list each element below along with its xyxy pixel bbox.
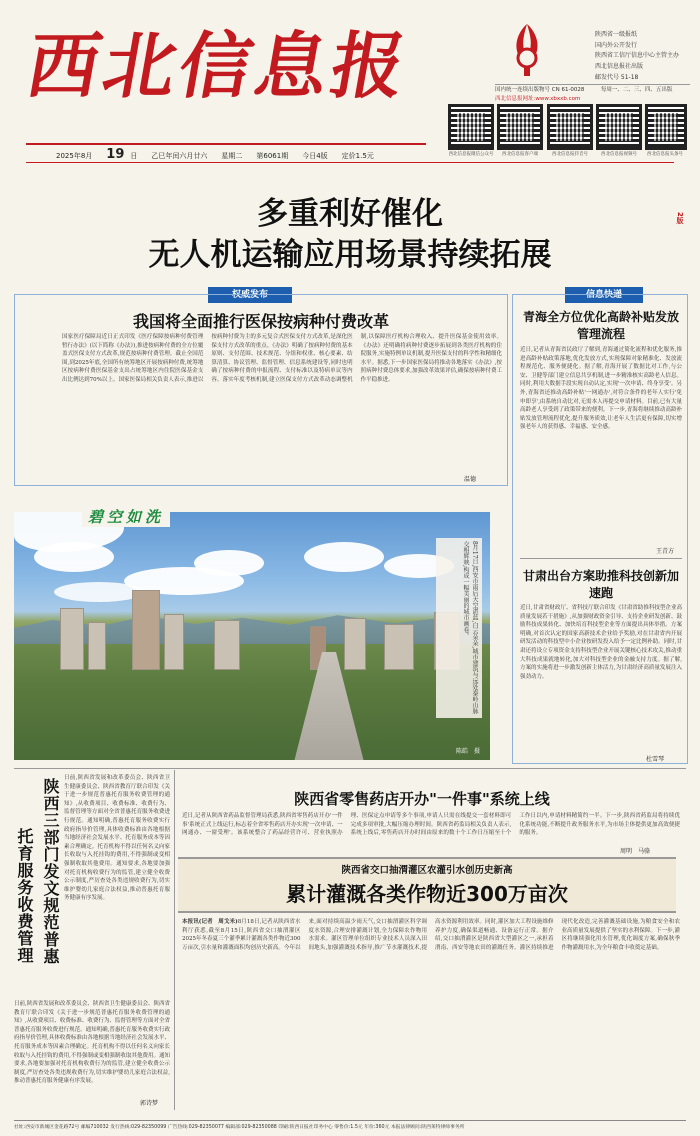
article-body-gansu: 近日,甘肃省财政厅、省科技厅联合印发《甘肃省助推科技型企业高质量发展若干措施》,从加强财政资金引导、支持企业研发创新、鼓励科技成果转化、加快培育科技型企业等方面提出具体举措。方案明确,对首次认定的国家高新技术企业给予奖励,对在甘肃省内开展研发活动的科技型中小企业按研发投入给予一定比例补助。同时,甘肃还将设立专项资金支持科技型企业开展关键核心技术攻关,推动重大科技成果就地转化,加大对科技型企业的金融支持力度。据了解,方案的实施将进一步激发创新主体活力,为甘肃经济高质量发展注入强劲动力。 [520, 605, 682, 680]
article-body-qinghai: 近日,记者从青海省民政厅了解到,青海通过简化流程和优化服务,推进高龄补贴政策落地,优化发放方式,实现保障对象精准化、发放流程规范化、服务便捷化。据了解,青海开展了数据比对工作,与公安、卫健等部门建立信息共享机制,进一步精准核实高龄老人信息。同时,利用大数据手段实现自动认定,实现'一次申请、终身享受'。另外,青海省还推动高龄补贴'一网通办',对符合条件的老年人实行'免申即享',由系统自动比对,无需本人再提交申请材料。目前,已有大量高龄老人享受到了政策带来的便利。下一步,青海将继续推动高龄补贴发放管理流程优化,提升服务质效,让老年人生活更有保障,切实增强老年人的获得感、幸福感、安全感。 [520, 347, 682, 431]
main-headline-line2[interactable]: 无人机运输应用场景持续拓展 [148, 237, 552, 273]
weekday: 星期二 [221, 152, 243, 160]
dateline-rule [26, 143, 426, 145]
qr-caption: 西北信息报视频号 [601, 152, 637, 157]
qr-code-icon[interactable] [596, 104, 642, 150]
qr-code-icon[interactable] [448, 104, 494, 150]
article-author-pharmacy: 周明 马骆 [620, 848, 651, 855]
qr-caption: 西北信息报抖音号 [552, 152, 588, 157]
lunar-date: 乙巳年闰六月廿六 [151, 152, 208, 160]
article-body-irrigation [182, 918, 680, 1112]
article-author-qinghai: 王青方 [656, 548, 675, 555]
info-line: 陕西省工信厅信息中心主管主办 [595, 52, 680, 59]
date-year-month: 2025年8月 [56, 152, 93, 160]
issn-bar: 国内统一连续出版物号 CN 61-0028 每周一、二、三、四、五出版 [495, 84, 690, 95]
divider [14, 768, 686, 769]
article-title-gansu[interactable]: 甘肃出台方案助推科技创新加速跑 [522, 569, 679, 600]
dateline [56, 147, 374, 162]
article-author-gansu: 杜雪琴 [646, 756, 665, 763]
article-author-trust: 郭诗梦 [140, 1100, 159, 1107]
qr-code-icon[interactable] [497, 104, 543, 150]
qr-code-icon[interactable] [547, 104, 593, 150]
masthead-title: 西北信息报 [20, 23, 416, 108]
article-title-qinghai[interactable]: 青海全方位优化高龄补贴发放管理流程 [522, 310, 679, 341]
section-tag-express: 信息快递 [565, 287, 643, 303]
article-body-pharmacy: 近日,记者从陕西省药品监督管理局获悉,陕西省零售药店开办'一件事'系统正式上线运行,标志着全省零售药店开办实现'一次申请、一网通办、一窗受理'。该系统整合了药品经营许可、营业执照办理、医保定点申请等多个事项,申请人只需在线提交一套材料即可完成多项审批,大幅压缩办理时间。陕西省药监局相关负责人表示,系统上线后,零售药店开办时间由原来的数十个工作日压缩至十个工作日以内,申请材料精简约一半。下一步,陕西省药监局将持续优化系统功能,不断提升政务服务水平,为市场主体提供更加高效便捷的服务。 [182, 813, 680, 837]
article-title-irrigation[interactable]: 累计灌溉各类作物近300万亩次 [286, 882, 568, 906]
article-author-medicare: 温德 [464, 476, 477, 483]
article-title-trust-2[interactable]: 托育服务收费管理 [15, 828, 34, 964]
article-kicker-irrigation: 陕西省交口抽渭灌区农灌引水创历史新高 [341, 865, 513, 876]
divider [174, 770, 175, 1110]
date-day-suffix: 日 [130, 152, 138, 160]
irrigation-text: 8月18日,记者从陕西省水利厅获悉,截至8月15日,陕西省交口抽渭灌区2025年冬春夏三个灌季累计灌溉各类作物近300万亩次,引水量和灌溉面积均创历史新高。今年以来,面对持续高温少雨天气,交口抽渭灌区科学调度水资源,合理安排灌溉计划,全力保障农作物用水需求。灌区管理单位组织专业技术人员深入田间地头,加强灌溉技术指导,推广节水灌溉技术,提高水资源利用效率。同时,灌区加大工程设施维修养护力度,确保渠道畅通、设备运行正常。据介绍,交口抽渭灌区是陕西省大型灌区之一,承担着渭南、西安等地农田的灌溉任务。灌区持续推进现代化改造,完善灌溉基础设施,为粮食安全和农业高质量发展提供了坚实的水利保障。下一步,灌区将继续强化用水管理,优化调度方案,确保秋季作物灌溉用水,为全年粮食丰收奠定基础。 [182, 919, 680, 951]
article-title-pharmacy[interactable]: 陕西省零售药店开办"一件事"系统上线 [294, 790, 550, 808]
date-day: 19 [106, 147, 125, 162]
qr-code-icon[interactable] [645, 104, 687, 150]
newspaper-logo-icon [508, 20, 546, 78]
irrigation-byline: 本报讯(记者 周戈米) [182, 919, 238, 925]
article-title-trust-1[interactable]: 陕西三部门发文规范普惠 [41, 778, 60, 965]
info-line: 国内外公开发行 [595, 41, 638, 49]
feature-photo [14, 512, 490, 760]
page-footer: 社址:西安市新城区金花路72号 邮编710032 发行热线:029-82350099 广告热线:029-82350077 编辑部:029-82350088 印刷:陕西日报社印务中心 零售价:1.5元 年价:360元 本报法律顾问:陕西莱特律师事务所 [14, 1120, 686, 1130]
article-body-trust: 日前,陕西省发展和改革委员会、陕西省卫生健康委员会、陕西省教育厅联合印发《关于进一步规范普惠托育服务收费管理的通知》,从收费项目、收费标准、收费行为、监督管理等方面对全省普惠托育服务收费进行规范。通知明确,普惠托育服务收费实行政府指导价管理,具体收费标准由各地根据当地经济社会发展水平、托育服务成本等因素合理确定。托育机构不得以任何名义向家长收取与入托挂钩的费用,不得强制或变相强制收取其他费用。通知要求,各地要加强对托育机构收费行为的监管,建立健全收费公示制度,严厉查处各类违规收费行为,切实维护婴幼儿家庭合法权益,推动普惠托育服务健康有序发展。 [64, 775, 170, 902]
masthead-info [595, 30, 679, 72]
page-ref-badge[interactable]: 2版 [676, 212, 684, 224]
photo-credit: 陈皓 摄 [456, 748, 481, 755]
photo-caption: 8月17日,西安市雨后天空湛蓝,白云朵朵,城市建筑与远处秦岭山脉交相辉映,构成一幅美丽的城市画卷。 [436, 538, 482, 718]
postal-code: 邮发代号 51-18 [595, 74, 639, 81]
article-body-medicare: 国家医疗保障局近日正式印发《医疗保障按病种付费管理暂行办法》(以下简称《办法》),推进按病种付费的全方位覆盖式医保支付方式改革,规范按病种付费管理。截止全国范围,到2025年底,全国所有统筹地区开展按病种付费,统筹地区按病种付费医保基金支出占统筹地区内住院医保基金支出比例达到70%以上。国家医保局相关负责人表示,推进以按病种付费为主的多元复合式医保支付方式改革,是深化医保支付方式改革的重点。《办法》明确了按病种付费的基本原则、支付范围、技术规范、分组和权重、核心要素、结算清算、协议管理、监督管理、信息系统建设等,同时也明确了按病种付费的申报流程、支付标准以及特病单议等内容。落实年度考核机制,建立医保支付方式改革动态调整机制,以保障医疗机构合理收入、提升医保基金使用效率。《办法》还明确将病种付费逐步拓展到各类医疗机构的住院服务,实施特例单议机制,提升医保支付的科学性和精细化水平。据悉,下一步国家医保局将推动各地落实《办法》,按照病种付费总体要求,加强改革效果评估,确保按病种付费工作平稳推进。 [62, 334, 502, 383]
divider [520, 558, 682, 559]
info-line: 西北信息报社出版 [595, 62, 644, 70]
main-headline-line1[interactable]: 多重利好催化 [257, 196, 443, 232]
section-tag-authority: 权威发布 [208, 287, 292, 303]
price: 定价1.5元 [341, 152, 374, 160]
qr-caption: 西北信息报微信公众号 [448, 152, 494, 157]
header-rule [26, 162, 674, 163]
article-title-medicare[interactable]: 我国将全面推行医保按病种付费改革 [132, 312, 389, 331]
qr-caption: 西北信息报头条号 [647, 152, 683, 157]
info-line: 陕西省一级报纸 [595, 31, 638, 38]
website: 西北信息报网址:www.xbxxb.com [495, 96, 581, 102]
photo-title: 碧空如洗 [82, 506, 170, 527]
issue-number: 第6061期 [256, 152, 289, 160]
page-count: 今日4版 [302, 152, 328, 160]
article-body-trust-cont: 日前,陕西省发展和改革委员会、陕西省卫生健康委员会、陕西省教育厅联合印发《关于进一步规范普惠托育服务收费管理的通知》,从收费项目、收费标准、收费行为、监督管理等方面对全省普惠托育服务收费进行规范。通知明确,普惠托育服务收费实行政府指导价管理,具体收费标准由各地根据当地经济社会发展水平、托育服务成本等因素合理确定。托育机构不得以任何名义向家长收取与入托挂钩的费用,不得强制或变相强制收取其他费用。通知要求,各地要加强对托育机构收费行为的监管,建立健全收费公示制度,严厉查处各类违规收费行为,切实维护婴幼儿家庭合法权益,推动普惠托育服务健康有序发展。 [14, 1001, 170, 1085]
qr-caption: 西北信息报客户端 [502, 152, 538, 157]
